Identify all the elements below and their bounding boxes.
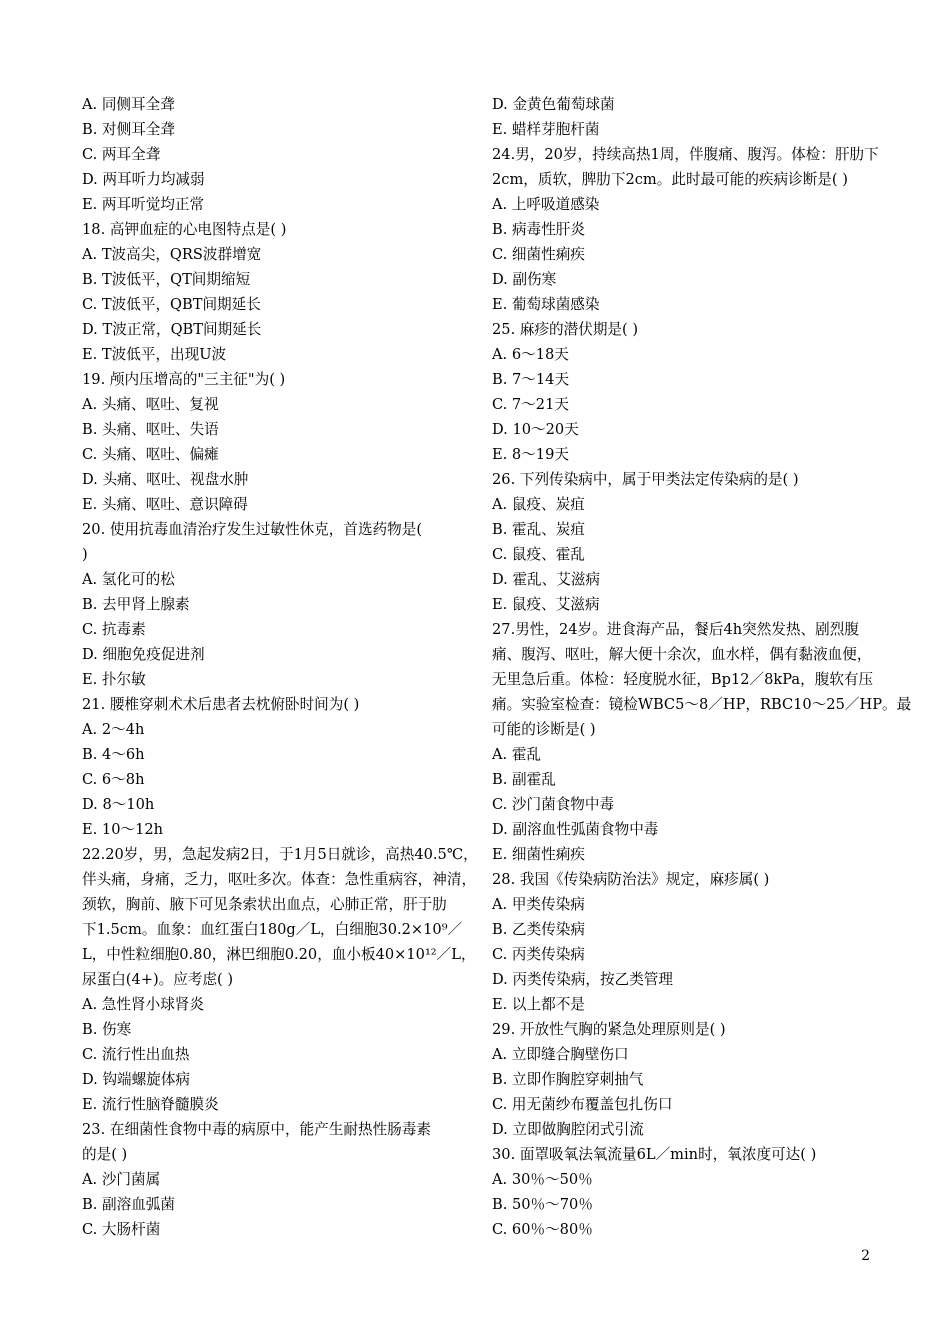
right-column-line: B. 50％～70％ (492, 1196, 593, 1213)
page-number: 2 (861, 1248, 870, 1264)
left-column-line: 伴头痛，身痛，乏力，呕吐多次。体查：急性重病容，神清， (82, 871, 477, 888)
left-column-line: E. 10～12h (82, 821, 164, 838)
right-column-line: 24.男，20岁，持续高热1周，伴腹痛、腹泻。体检：肝肋下 (492, 146, 879, 163)
right-column-line: C. 细菌性痢疾 (492, 246, 585, 263)
left-column-line: 21. 腰椎穿刺术术后患者去枕俯卧时间为( ) (82, 696, 360, 713)
left-column-line: E. 头痛、呕吐、意识障碍 (82, 496, 248, 513)
left-column-line: E. 扑尔敏 (82, 671, 146, 688)
left-column-line: ) (82, 546, 88, 563)
left-column-line: A. 氢化可的松 (82, 571, 175, 588)
right-column-line: A. 上呼吸道感染 (492, 196, 600, 213)
left-column-line: D. 两耳听力均减弱 (82, 171, 205, 188)
left-column-line: B. 伤寒 (82, 1021, 132, 1038)
left-column-line: A. 同侧耳全聋 (82, 96, 175, 113)
right-column-line: E. 细菌性痢疾 (492, 846, 585, 863)
right-column-line: C. 丙类传染病 (492, 946, 585, 963)
left-column-line: E. 流行性脑脊髓膜炎 (82, 1096, 219, 1113)
right-column-line: A. 甲类传染病 (492, 896, 585, 913)
right-column-line: 26. 下列传染病中，属于甲类法定传染病的是( ) (492, 471, 799, 488)
right-column-line: B. 7～14天 (492, 371, 570, 388)
left-column-line: C. 大肠杆菌 (82, 1221, 161, 1238)
right-column-line: B. 立即作胸腔穿刺抽气 (492, 1071, 644, 1088)
right-column-line: D. 丙类传染病，按乙类管理 (492, 971, 673, 988)
right-column-line: B. 病毒性肝炎 (492, 221, 585, 238)
right-column-line: E. 葡萄球菌感染 (492, 296, 600, 313)
right-column-line: D. 霍乱、艾滋病 (492, 571, 601, 588)
right-column-line: 27.男性，24岁。进食海产品，餐后4h突然发热、剧烈腹 (492, 621, 859, 638)
left-column-line: B. T波低平，QT间期缩短 (82, 271, 251, 288)
right-column-line: D. 10～20天 (492, 421, 579, 438)
right-column-line: C. 7～21天 (492, 396, 569, 413)
right-column-line: A. 霍乱 (492, 746, 542, 763)
left-column-line: A. 头痛、呕吐、复视 (82, 396, 219, 413)
left-column-line: A. T波高尖，QRS波群增宽 (82, 246, 262, 263)
left-column-line: E. 两耳听觉均正常 (82, 196, 205, 213)
left-column-line: E. T波低平，出现U波 (82, 346, 227, 363)
right-column-line: 2cm，质软，脾肋下2cm。此时最可能的疾病诊断是( ) (492, 171, 848, 188)
right-column-line: 29. 开放性气胸的紧急处理原则是( ) (492, 1021, 726, 1038)
left-column-line: 22.20岁，男，急起发病2日，于1月5日就诊，高热40.5℃， (82, 846, 478, 863)
left-column-line: A. 2～4h (82, 721, 145, 738)
left-column-line: C. 头痛、呕吐、偏瘫 (82, 446, 219, 463)
right-column-line: D. 金黄色葡萄球菌 (492, 96, 615, 113)
right-column-line: 28. 我国《传染病防治法》规定，麻疹属( ) (492, 871, 770, 888)
left-column-line: 的是( ) (82, 1146, 128, 1163)
right-column-line: 痛。实验室检查：镜检WBC5～8／HP，RBC10～25／HP。最 (492, 696, 912, 713)
left-column-line: D. T波正常，QBT间期延长 (82, 321, 262, 338)
right-column-line: 25. 麻疹的潜伏期是( ) (492, 321, 639, 338)
right-column-line: C. 鼠疫、霍乱 (492, 546, 585, 563)
left-column-line: B. 对侧耳全聋 (82, 121, 175, 138)
right-column-line: E. 8～19天 (492, 446, 569, 463)
right-column-line: B. 霍乱、炭疽 (492, 521, 585, 538)
left-column (82, 92, 478, 1242)
right-column-line: 痛、腹泻、呕吐，解大便十余次，血水样，偶有黏液血便， (492, 646, 872, 663)
right-column-line: 30. 面罩吸氧法氧流量6L／min时，氧浓度可达( ) (492, 1146, 817, 1163)
right-column-line: C. 沙门菌食物中毒 (492, 796, 615, 813)
left-column-line: B. 副溶血弧菌 (82, 1196, 175, 1213)
right-column-line: 无里急后重。体检：轻度脱水征，Bp12／8kPa，腹软有压 (492, 671, 874, 688)
right-column-line: B. 副霍乱 (492, 771, 556, 788)
left-column-line: A. 沙门菌属 (82, 1171, 161, 1188)
left-column-line: 23. 在细菌性食物中毒的病原中，能产生耐热性肠毒素 (82, 1121, 431, 1138)
left-column-line: 下1.5cm。血象：血红蛋白180g／L，白细胞30.2×10⁹／ (82, 921, 463, 938)
right-column-line: E. 鼠疫、艾滋病 (492, 596, 600, 613)
left-column-line: B. 头痛、呕吐、失语 (82, 421, 219, 438)
right-column-line: E. 以上都不是 (492, 996, 585, 1013)
left-column-line: C. 6～8h (82, 771, 145, 788)
left-column-line: C. 两耳全聋 (82, 146, 161, 163)
right-column-line: 可能的诊断是( ) (492, 721, 596, 738)
left-column-line: C. 抗毒素 (82, 621, 146, 638)
left-column-line: 颈软，胸前、腋下可见条索状出血点，心肺正常，肝于肋 (82, 896, 447, 913)
left-column-line: A. 急性肾小球肾炎 (82, 996, 204, 1013)
left-column-line: B. 4～6h (82, 746, 145, 763)
left-column-line: D. 细胞免疫促进剂 (82, 646, 205, 663)
left-column-line: D. 8～10h (82, 796, 155, 813)
right-column (492, 92, 912, 1242)
right-column-line: C. 60％～80％ (492, 1221, 593, 1238)
left-column-line: C. T波低平，QBT间期延长 (82, 296, 261, 313)
left-column-line: 20. 使用抗毒血清治疗发生过敏性休克，首选药物是( (82, 521, 423, 538)
right-column-line: A. 6～18天 (492, 346, 569, 363)
left-column-line: D. 头痛、呕吐、视盘水肿 (82, 471, 249, 488)
left-column-line: L，中性粒细胞0.80，淋巴细胞0.20，血小板40×10¹²／L， (82, 946, 476, 963)
left-column-line: 18. 高钾血症的心电图特点是( ) (82, 221, 287, 238)
right-column-line: D. 副伤寒 (492, 271, 557, 288)
right-column-line: A. 鼠疫、炭疽 (492, 496, 585, 513)
right-column-line: D. 立即做胸腔闭式引流 (492, 1121, 644, 1138)
right-column-line: B. 乙类传染病 (492, 921, 585, 938)
right-column-line: A. 立即缝合胸壁伤口 (492, 1046, 629, 1063)
left-column-line: B. 去甲肾上腺素 (82, 596, 190, 613)
right-column-line: D. 副溶血性弧菌食物中毒 (492, 821, 659, 838)
right-column-line: E. 蜡样芽胞杆菌 (492, 121, 600, 138)
left-column-line: D. 钩端螺旋体病 (82, 1071, 191, 1088)
right-column-line: A. 30％～50％ (492, 1171, 593, 1188)
left-column-line: C. 流行性出血热 (82, 1046, 190, 1063)
left-column-line: 19. 颅内压增高的"三主征"为( ) (82, 371, 286, 388)
right-column-line: C. 用无菌纱布覆盖包扎伤口 (492, 1096, 673, 1113)
left-column-line: 尿蛋白(4+)。应考虑( ) (82, 971, 234, 988)
